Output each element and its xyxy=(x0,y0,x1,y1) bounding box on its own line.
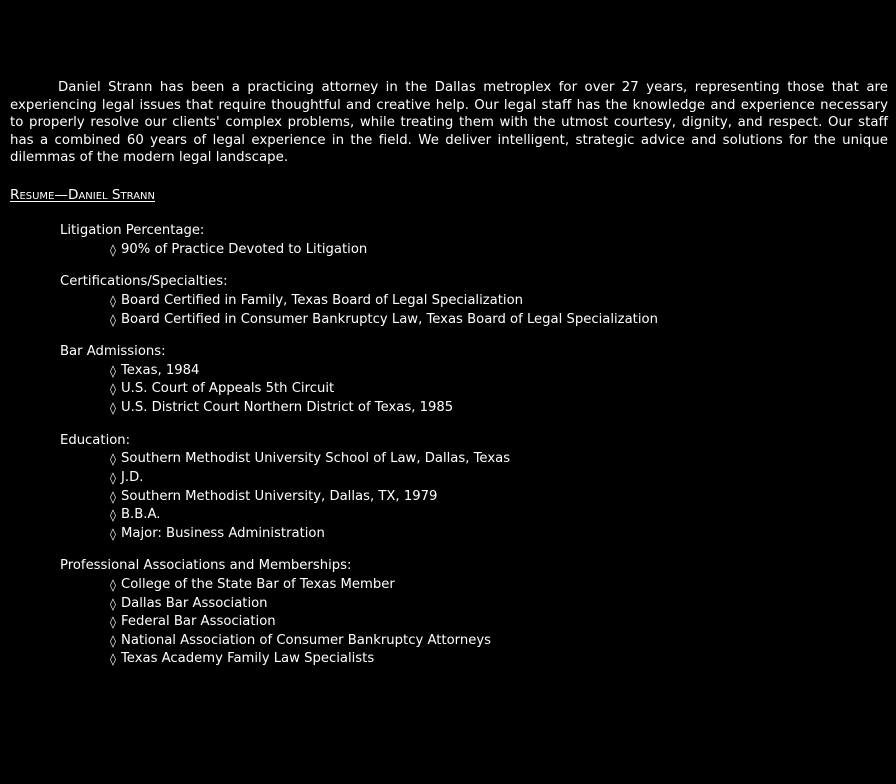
diamond-bullet-icon: ◊ xyxy=(110,382,116,397)
list-item xyxy=(60,311,860,330)
resume-section xyxy=(60,222,860,259)
diamond-bullet-icon: ◊ xyxy=(110,401,116,416)
resume-heading: Resume—Daniel Strann xyxy=(10,187,156,203)
list-item-label: 90% of Practice Devoted to Litigation xyxy=(121,241,368,257)
list-item xyxy=(60,576,860,595)
diamond-bullet-icon: ◊ xyxy=(110,489,116,504)
list-item-label: Board Certified in Consumer Bankruptcy Law, Texas Board of Legal Specialization xyxy=(121,311,658,327)
list-item-label: Dallas Bar Association xyxy=(121,595,268,611)
list-item-label: College of the State Bar of Texas Member xyxy=(121,577,395,593)
resume-section xyxy=(60,273,860,329)
diamond-bullet-icon: ◊ xyxy=(110,596,116,611)
diamond-bullet-icon: ◊ xyxy=(110,652,116,667)
diamond-bullet-icon: ◊ xyxy=(110,526,116,541)
list-item-label: U.S. Court of Appeals 5th Circuit xyxy=(121,381,335,397)
list-item xyxy=(60,506,860,525)
diamond-bullet-icon: ◊ xyxy=(110,633,116,648)
list-item-label: National Association of Consumer Bankruptcy Attorneys xyxy=(121,632,491,648)
diamond-bullet-icon: ◊ xyxy=(110,508,116,523)
diamond-bullet-icon: ◊ xyxy=(110,470,116,485)
diamond-bullet-icon: ◊ xyxy=(110,615,116,630)
list-item xyxy=(60,380,860,399)
list-item xyxy=(60,595,860,614)
diamond-bullet-icon: ◊ xyxy=(110,363,116,378)
resume-sections xyxy=(60,222,860,683)
section-title: Certifications/Specialties: xyxy=(60,274,228,290)
diamond-bullet-icon: ◊ xyxy=(110,312,116,327)
list-item xyxy=(60,292,860,311)
section-bullet-list xyxy=(60,450,860,543)
list-item-label: Board Certified in Family, Texas Board of Legal Specialization xyxy=(121,293,524,308)
list-item xyxy=(60,650,860,669)
section-title: Bar Admissions: xyxy=(60,344,166,360)
section-bullet-list xyxy=(60,241,860,260)
list-item-label: J.D. xyxy=(121,469,144,485)
diamond-bullet-icon: ◊ xyxy=(110,294,116,308)
list-item xyxy=(60,632,860,651)
list-item xyxy=(60,241,860,260)
section-title: Professional Associations and Memberships: xyxy=(60,558,352,574)
list-item xyxy=(60,613,860,632)
section-bullet-list xyxy=(60,362,860,418)
list-item xyxy=(60,488,860,507)
list-item-label: Texas, 1984 xyxy=(121,362,200,378)
section-title: Education: xyxy=(60,432,131,448)
list-item xyxy=(60,450,860,469)
resume-section xyxy=(60,343,860,417)
list-item xyxy=(60,525,860,544)
section-bullet-list xyxy=(60,576,860,669)
list-item xyxy=(60,362,860,381)
resume-section xyxy=(60,432,860,544)
list-item-label: U.S. District Court Northern District of Texas, 1985 xyxy=(121,400,454,416)
list-item-label: Southern Methodist University School of Law, Dallas, Texas xyxy=(121,451,511,467)
section-title: Litigation Percentage: xyxy=(60,223,205,238)
list-item-label: Major: Business Administration xyxy=(121,525,325,541)
list-item-label: Southern Methodist University, Dallas, TX, 1979 xyxy=(121,488,438,504)
diamond-bullet-icon: ◊ xyxy=(110,578,116,593)
resume-section xyxy=(60,557,860,669)
section-bullet-list xyxy=(60,292,860,329)
list-item-label: Federal Bar Association xyxy=(121,614,276,630)
list-item-label: B.B.A. xyxy=(121,507,161,523)
list-item-label: Texas Academy Family Law Specialists xyxy=(121,651,375,667)
intro-paragraph: Daniel Strann has been a practicing attorney in the Dallas metroplex for over 27 years, representing those that are experiencing legal issues that require thoughtful and creative help. Our legal staff has the knowledge and experience necessary to properly resolve our clients' complex problems, while treating them with the utmost courtesy, dignity, and respect. Our staff has a combined 60 years of legal experience in the field. We deliver intelligent, strategic advice and solutions for the unique dilemmas of the modern legal landscape. xyxy=(10,80,888,165)
list-item xyxy=(60,469,860,488)
diamond-bullet-icon: ◊ xyxy=(110,242,116,257)
diamond-bullet-icon: ◊ xyxy=(110,452,116,467)
list-item xyxy=(60,399,860,418)
